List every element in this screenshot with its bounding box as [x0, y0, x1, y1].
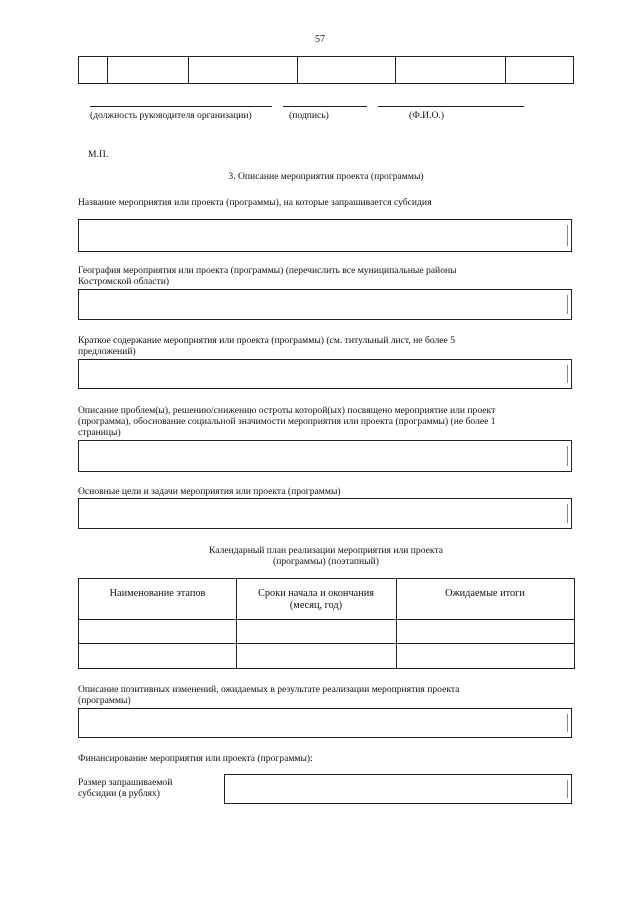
calendar-header-stages: Наименование этапов	[109, 588, 206, 599]
subsidy-label-cont: субсидии (в рублях)	[78, 788, 160, 799]
calendar-title: Календарный план реализации мероприятия или проекта	[208, 545, 444, 556]
top-table-cell-divider	[297, 57, 298, 83]
subsidy-label: Размер запрашиваемой	[78, 777, 173, 788]
field-label-problems-cont: (программа), обоснование социальной значимости мероприятия или проекта (программы) (не более 1	[78, 416, 496, 427]
calendar-row-divider	[79, 643, 574, 644]
field-box-changes[interactable]	[78, 708, 572, 738]
calendar-header-results: Ожидаемые итоги	[445, 588, 525, 599]
top-table-cell-divider	[505, 57, 506, 83]
calendar-header-dates-cont: (месяц, год)	[289, 600, 343, 611]
position-label: (должность руководителя организации)	[90, 110, 252, 121]
financing-title: Финансирование мероприятия или проекта (программы):	[78, 753, 313, 764]
field-label-problems-cont2: страницы)	[78, 427, 121, 438]
page-number: 57	[315, 34, 325, 45]
field-label-event-name: Название мероприятия или проекта (программы), на которые запрашивается субсидия	[78, 197, 432, 208]
top-table-cell-divider	[107, 57, 108, 83]
calendar-table	[78, 578, 575, 669]
calendar-row-divider	[79, 619, 574, 620]
field-label-summary: Краткое содержание мероприятия или проекта (программы) (см. титульный лист, не более 5	[78, 335, 456, 346]
calendar-header-dates: Сроки начала и окончания	[258, 588, 374, 599]
position-signature-line	[90, 106, 272, 107]
field-box-summary[interactable]	[78, 359, 572, 389]
field-box-geography[interactable]	[78, 289, 572, 320]
field-label-geography-cont: Костромской области)	[78, 276, 170, 287]
field-box-subsidy[interactable]	[224, 774, 572, 804]
field-label-summary-cont: предложений)	[78, 346, 136, 357]
field-box-goals[interactable]	[78, 498, 572, 529]
field-label-goals: Основные цели и задачи мероприятия или проекта (программы)	[78, 486, 341, 497]
field-box-event-name[interactable]	[78, 219, 572, 252]
name-signature-line	[378, 106, 524, 107]
section-title: 3. Описание мероприятия проекта (программы)	[228, 171, 424, 182]
signature-line	[283, 106, 367, 107]
changes-label: Описание позитивных изменений, ожидаемых в результате реализации мероприятия проекта	[78, 684, 460, 695]
field-label-problems: Описание проблем(ы), решению/снижению остроты которой(ых) посвящено мероприятие или проект	[78, 405, 496, 416]
field-box-problems[interactable]	[78, 440, 572, 472]
top-table-cell-divider	[188, 57, 189, 83]
name-label: (Ф.И.О.)	[409, 110, 445, 121]
calendar-subtitle: (программы) (поэтапный)	[273, 556, 379, 567]
field-label-geography: География мероприятия или проекта (программы) (перечислить все муниципальные районы	[78, 265, 457, 276]
changes-label-cont: (программы)	[78, 695, 131, 706]
signature-label: (подпись)	[289, 110, 329, 121]
top-table-cell-divider	[395, 57, 396, 83]
top-table-row	[78, 56, 574, 84]
stamp-label: М.П.	[88, 149, 109, 160]
